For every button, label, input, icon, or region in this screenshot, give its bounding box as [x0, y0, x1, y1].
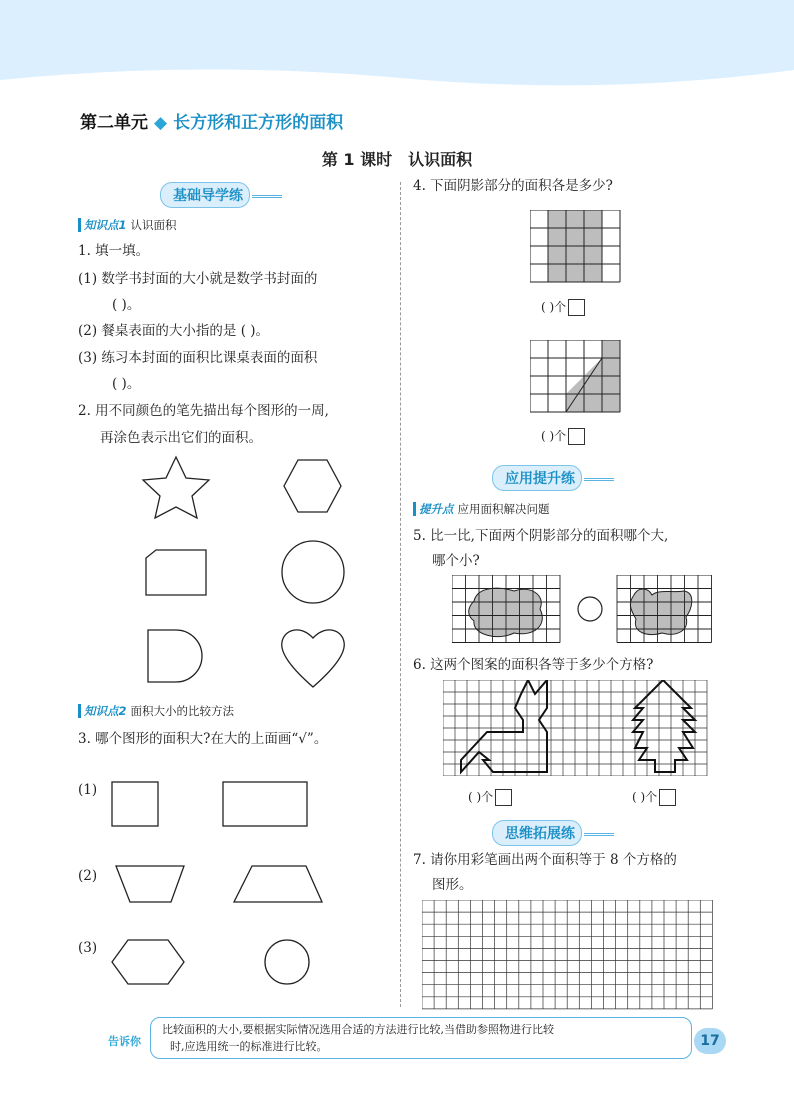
section-think	[492, 820, 614, 846]
q2-line2: 再涂色表示出它们的面积。	[100, 430, 262, 446]
q6-answer-2	[632, 787, 676, 807]
column-divider	[400, 182, 401, 1007]
q3-label-2: (2)	[78, 868, 98, 884]
q6-answer-1-text: ( )个	[468, 790, 494, 804]
lesson-number: 第 1 课时	[321, 150, 393, 169]
q3-label-1: (1)	[78, 782, 98, 798]
q4-grid-2	[530, 340, 630, 430]
q4-answer-1-box[interactable]	[568, 299, 585, 316]
section-underline	[584, 478, 614, 481]
hexagon-shape	[284, 460, 341, 512]
q2-shapes	[130, 452, 370, 702]
tip-badge: 告诉你	[108, 1035, 141, 1048]
section-apply	[492, 465, 614, 491]
banner-wave	[0, 60, 794, 100]
q4-answer-1	[541, 297, 585, 317]
q1-item3-line2: ( )。	[112, 376, 141, 392]
q5-line2: 哪个小?	[432, 553, 480, 569]
q3-label-3: (3)	[78, 940, 98, 956]
bullet-icon: ◆	[154, 113, 168, 133]
q1-item2: (2) 餐桌表面的大小指的是 ( )。	[78, 323, 270, 339]
square-shape	[112, 782, 158, 826]
q7-drawing-grid[interactable]	[422, 900, 718, 1012]
d-shape	[148, 630, 202, 682]
q2-line1: 2. 用不同颜色的笔先描出每个图形的一周,	[78, 403, 329, 419]
q6-title: 6. 这两个图案的面积各等于多少个方格?	[413, 657, 654, 673]
q4-answer-2-text: ( )个	[541, 429, 567, 443]
rectangle-shape	[223, 782, 307, 826]
section-basic	[160, 182, 282, 208]
unit-title	[80, 108, 343, 133]
q1-item1-line1: (1) 数学书封面的大小就是数学书封面的	[78, 271, 318, 287]
page-number: 17	[694, 1028, 726, 1054]
long-hexagon-shape	[112, 940, 184, 984]
q7-line1: 7. 请你用彩笔画出两个面积等于 8 个方格的	[413, 852, 677, 868]
tree-outline	[633, 680, 695, 772]
compare-circle	[578, 597, 602, 621]
section-apply-label: 应用提升练	[492, 465, 582, 491]
q6-answer-2-box[interactable]	[659, 789, 676, 806]
q5-line1: 5. 比一比,下面两个阴影部分的面积哪个大,	[413, 528, 669, 544]
q4-answer-2	[541, 426, 585, 446]
q7-line2: 图形。	[432, 877, 473, 893]
lesson-title	[0, 147, 794, 170]
section-underline	[584, 833, 614, 836]
section-basic-label: 基础导学练	[160, 182, 250, 208]
tip-line2: 时,应选用统一的标准进行比较。	[170, 1040, 328, 1053]
kp2-text: 面积大小的比较方法	[130, 704, 235, 718]
section-underline	[252, 195, 282, 198]
q3-title: 3. 哪个图形的面积大?在大的上面画“√”。	[78, 731, 328, 747]
q1-item3-line1: (3) 练习本封面的面积比课桌表面的面积	[78, 350, 318, 366]
cat-outline	[461, 680, 547, 772]
upgrade-point	[413, 501, 550, 517]
heart-shape	[282, 630, 344, 687]
q6-answer-1	[468, 787, 512, 807]
kp2-tag: 知识点2	[78, 704, 127, 718]
unit-label: 第二单元	[80, 113, 148, 133]
q1-title: 1. 填一填。	[78, 243, 150, 259]
star-shape	[143, 457, 209, 518]
kp1-tag: 知识点1	[78, 218, 127, 232]
up-text: 应用面积解决问题	[457, 502, 550, 516]
tip-text	[162, 1021, 692, 1055]
q6-answer-1-box[interactable]	[495, 789, 512, 806]
q4-answer-1-text: ( )个	[541, 300, 567, 314]
q1-item1-line2: ( )。	[112, 297, 141, 313]
blob-right	[630, 589, 691, 634]
q3-shapes	[100, 770, 350, 1000]
parallelogram-shape	[234, 866, 322, 902]
knowledge-point-2	[78, 703, 234, 719]
circle-shape	[282, 541, 344, 603]
q5-figures	[452, 575, 712, 647]
knowledge-point-1	[78, 217, 177, 233]
cut-rectangle-shape	[146, 550, 206, 595]
q6-answer-2-text: ( )个	[632, 790, 658, 804]
tip-line1: 比较面积的大小,要根据实际情况选用合适的方法进行比较,当借助参照物进行比较	[162, 1023, 554, 1036]
kp1-text: 认识面积	[130, 218, 177, 232]
q4-title: 4. 下面阴影部分的面积各是多少?	[413, 178, 613, 194]
trapezoid-shape	[116, 866, 184, 902]
q6-grid	[443, 680, 715, 776]
q4-answer-2-box[interactable]	[568, 428, 585, 445]
up-tag: 提升点	[413, 502, 454, 516]
unit-topic: 长方形和正方形的面积	[173, 113, 344, 133]
lesson-name: 认识面积	[408, 150, 473, 169]
section-think-label: 思维拓展练	[492, 820, 582, 846]
small-circle-shape	[265, 940, 309, 984]
